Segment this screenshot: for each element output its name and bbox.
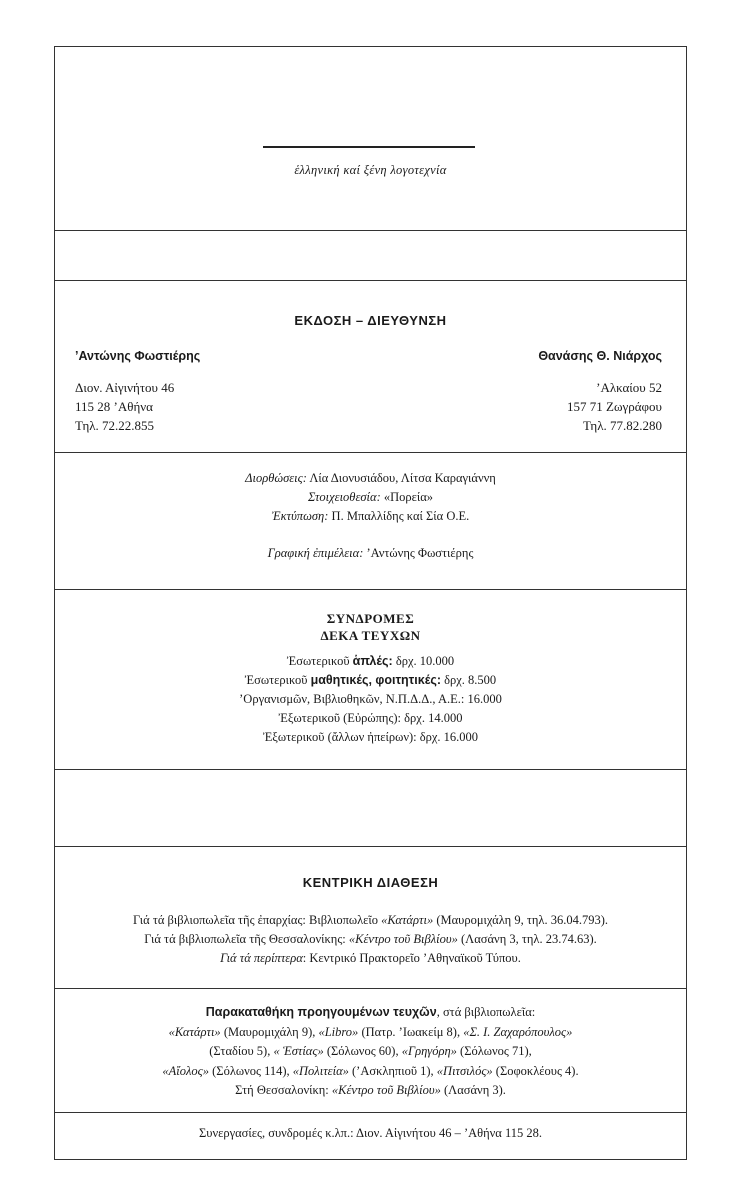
editor-right bbox=[538, 347, 662, 435]
dist-l2-a: Γιά τά βιβλιοπωλεῖα τῆς Θεσσαλονίκης: bbox=[144, 932, 349, 946]
cons-l4-a: «Αἴολος» bbox=[162, 1063, 209, 1078]
dist-l3-b: : Κεντρικό Πρακτορεῖο ’Αθηναϊκοῦ Τύπου. bbox=[302, 951, 521, 965]
consignment-line-4 bbox=[55, 1062, 686, 1082]
editor-right-address1: ’Αλκαίου 52 bbox=[596, 380, 662, 395]
dist-l3-a: Γιά τά περίπτερα bbox=[220, 951, 303, 965]
editor-left-phone: Τηλ. 72.22.855 bbox=[75, 418, 155, 433]
cons-l1-a: Παρακαταθήκη προηγουμένων τευχῶν bbox=[205, 1005, 437, 1019]
subscription-row-2 bbox=[55, 671, 686, 690]
sub-r1-b: ἁπλές: bbox=[352, 654, 393, 668]
credit-typesetting bbox=[55, 488, 686, 507]
distribution-title: ΚΕΝΤΡΙΚΗ ΔΙΑΘΕΣΗ bbox=[302, 875, 439, 890]
consignment-line-5 bbox=[55, 1081, 686, 1101]
proofreading-value: Λία Διονυσιάδου, Λίτσα Καραγιάννη bbox=[309, 471, 496, 485]
cons-l3-b: « Ἑστίας» bbox=[273, 1044, 324, 1058]
publication-title: ΕΚΔΟΣΗ – ΔΙΕΥΘΥΝΣΗ bbox=[294, 313, 447, 328]
dist-l1-a: Γιά τά βιβλιοπωλεῖα τῆς ἐπαρχίας: Βιβλιοπωλεῖο bbox=[133, 913, 382, 927]
editor-right-address2: 157 71 Ζωγράφου bbox=[567, 399, 662, 414]
consignment-section bbox=[55, 989, 686, 1113]
editor-left-address1: Διον. Αἰγινήτου 46 bbox=[75, 380, 175, 395]
subscriptions-section bbox=[55, 590, 686, 770]
cons-l2-e: «Σ. Ι. Ζαχαρόπουλος» bbox=[463, 1024, 573, 1039]
dist-l2-b: «Κέντρο τοῦ Βιβλίου» bbox=[348, 932, 458, 946]
cons-l4-d: (’Ασκληπιοῦ 1), bbox=[348, 1063, 437, 1078]
typesetting-label: Στοιχειοθεσία: bbox=[307, 490, 381, 504]
sub-r2-c: δρχ. 8.500 bbox=[441, 673, 497, 687]
editor-left-name: ’Αντώνης Φωστιέρης bbox=[75, 349, 201, 363]
footer-section bbox=[55, 1113, 686, 1161]
masthead-section bbox=[55, 47, 686, 231]
proofreading-label: Διορθώσεις: bbox=[245, 471, 307, 485]
cons-l5-a: Στή Θεσσαλονίκη: bbox=[235, 1083, 332, 1097]
distribution-line-2 bbox=[55, 930, 686, 949]
cons-l5-b: «Κέντρο τοῦ Βιβλίου» bbox=[331, 1083, 441, 1097]
subscription-row-4: Ἐξωτερικοῦ (Εὐρώπης): δρχ. 14.000 bbox=[278, 711, 463, 725]
sub-r1-a: Ἐσωτερικοῦ bbox=[286, 654, 353, 668]
distribution-line-1 bbox=[55, 911, 686, 930]
credit-proofreading bbox=[55, 469, 686, 488]
subscriptions-title-1: ΣΥΝΔΡΟΜΕΣ bbox=[326, 611, 415, 626]
graphic-value: ’Αντώνης Φωστιέρης bbox=[366, 546, 474, 560]
credit-graphic bbox=[55, 544, 686, 563]
cons-l2-c: «Libro» bbox=[318, 1024, 359, 1039]
subscription-row-3: ’Οργανισμῶν, Βιβλιοθηκῶν, Ν.Π.Δ.Δ., Α.Ε.: 16.000 bbox=[239, 692, 502, 706]
editor-right-phone: Τηλ. 77.82.280 bbox=[582, 418, 662, 433]
consignment-line-3 bbox=[55, 1042, 686, 1062]
sub-r2-b: μαθητικές, φοιτητικές: bbox=[310, 673, 441, 687]
consignment-line-2 bbox=[55, 1023, 686, 1043]
cons-l2-d: (Πατρ. ’Ιωακείμ 8), bbox=[358, 1024, 464, 1039]
typesetting-value: «Πορεία» bbox=[383, 490, 434, 504]
cons-l2-a: «Κατάρτι» bbox=[168, 1024, 221, 1039]
cons-l5-c: (Λασάνη 3). bbox=[440, 1083, 506, 1097]
cons-l1-b: , στά βιβλιοπωλεῖα: bbox=[436, 1005, 536, 1019]
cons-l3-d: «Γρηγόρη» bbox=[401, 1044, 457, 1058]
subscription-row-5: Ἐξωτερικοῦ (ἄλλων ἠπείρων): δρχ. 16.000 bbox=[262, 730, 479, 744]
cons-l4-f: (Σοφοκλέους 4). bbox=[492, 1063, 579, 1078]
publication-section bbox=[55, 281, 686, 453]
cons-l3-c: (Σόλωνος 60), bbox=[323, 1044, 402, 1058]
dist-l2-c: (Λασάνη 3, τηλ. 23.74.63). bbox=[457, 932, 597, 946]
subscriptions-title-2: ΔΕΚΑ ΤΕΥΧΩΝ bbox=[320, 628, 421, 643]
sub-r2-a: Ἐσωτερικοῦ bbox=[244, 673, 311, 687]
distribution-line-3 bbox=[55, 949, 686, 968]
colophon-page bbox=[54, 46, 687, 1160]
graphic-label: Γραφική ἐπιμέλεια: bbox=[267, 546, 364, 560]
consignment-line-1 bbox=[55, 1003, 686, 1023]
cons-l2-b: (Μαυρομιχάλη 9), bbox=[220, 1024, 319, 1039]
sub-r1-c: δρχ. 10.000 bbox=[392, 654, 455, 668]
cons-l4-e: «Πιτσιλός» bbox=[436, 1063, 493, 1078]
footer-contact: Συνεργασίες, συνδρομές κ.λπ.: Διον. Αἰγινήτου 46 – ’Αθήνα 115 28. bbox=[198, 1126, 543, 1140]
editor-left-address2: 115 28 ’Αθήνα bbox=[75, 399, 153, 414]
dist-l1-b: «Κατάρτι» bbox=[381, 913, 434, 927]
title-rule bbox=[263, 146, 475, 148]
cons-l3-a: (Σταδίου 5), bbox=[209, 1044, 274, 1058]
cons-l3-e: (Σόλωνος 71), bbox=[456, 1044, 532, 1058]
cons-l4-b: (Σόλωνος 114), bbox=[209, 1063, 293, 1078]
credits-section bbox=[55, 453, 686, 590]
printing-label: Ἐκτύπωση: bbox=[271, 509, 329, 523]
credit-printing bbox=[55, 507, 686, 526]
dist-l1-c: (Μαυρομιχάλη 9, τηλ. 36.04.793). bbox=[433, 913, 608, 927]
printing-value: Π. Μπαλλίδης καί Σία Ο.Ε. bbox=[331, 509, 470, 523]
editor-left bbox=[75, 347, 200, 435]
distribution-section bbox=[55, 847, 686, 989]
cons-l4-c: «Πολιτεία» bbox=[292, 1063, 349, 1078]
subscription-row-1 bbox=[55, 652, 686, 671]
editor-right-name: Θανάσης Θ. Νιάρχος bbox=[538, 349, 662, 363]
empty-section-2 bbox=[55, 770, 686, 847]
tagline: ἑλληνική καί ξένη λογοτεχνία bbox=[294, 163, 447, 177]
empty-section-1 bbox=[55, 231, 686, 281]
